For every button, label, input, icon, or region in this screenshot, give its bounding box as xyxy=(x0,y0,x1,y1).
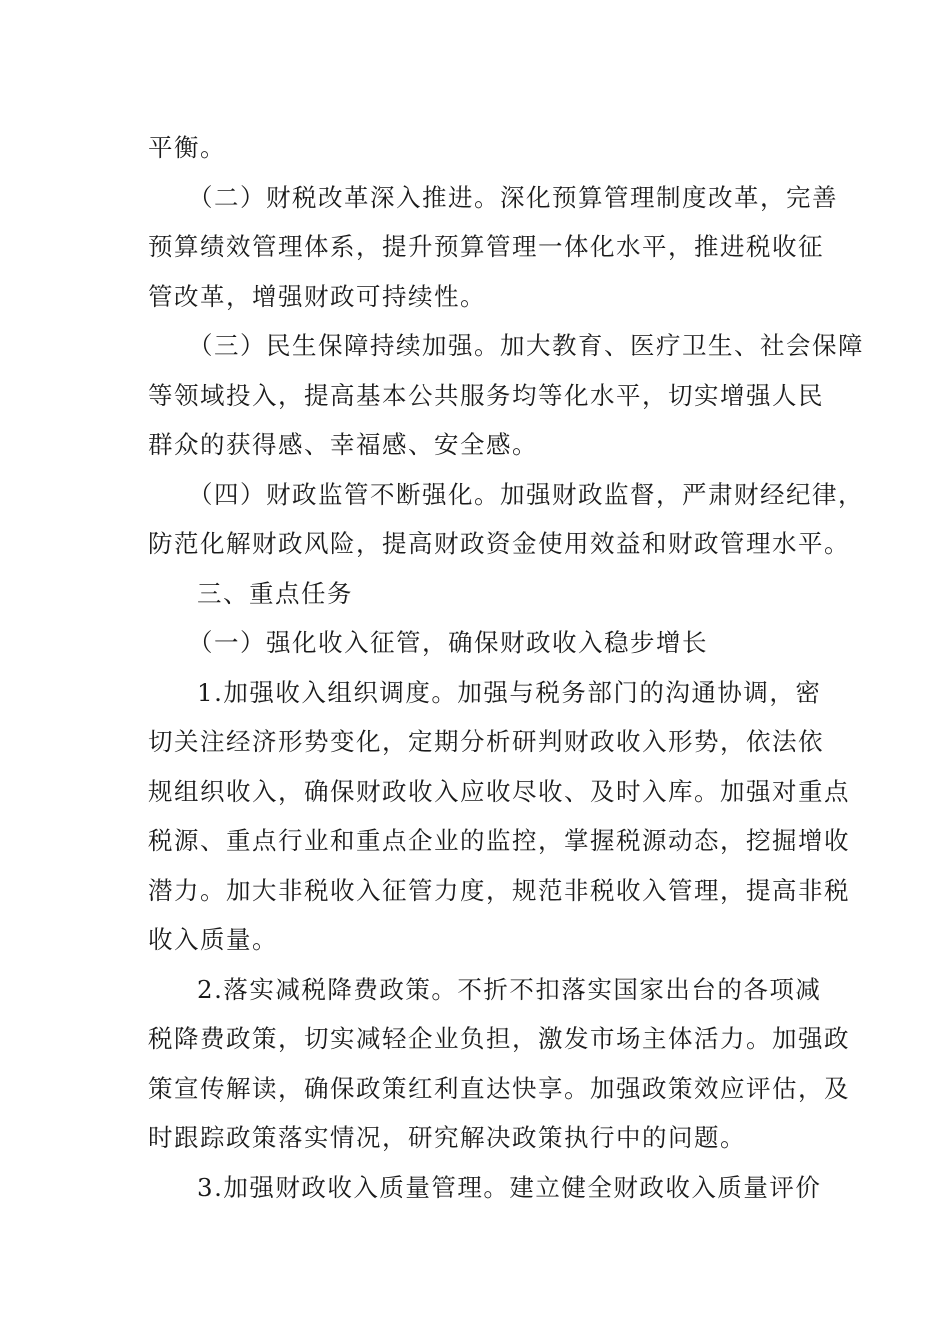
text-line: 税降费政策，切实减轻企业负担，激发市场主体活力。加强政 xyxy=(148,1024,850,1053)
text-line: 平衡。 xyxy=(148,133,226,162)
text-line: 2.落实减税降费政策。不折不扣落实国家出台的各项减 xyxy=(197,974,822,1004)
text-line: 潜力。加大非税收入征管力度，规范非税收入管理，提高非税 xyxy=(148,875,850,905)
text-line: 等领域投入，提高基本公共服务均等化水平，切实增强人民 xyxy=(148,380,824,410)
text-line: 1.加强收入组织调度。加强与税务部门的沟通协调，密 xyxy=(197,677,822,707)
text-line: 规组织收入，确保财政收入应收尽收、及时入库。加强对重点 xyxy=(148,776,850,806)
text-line: 预算绩效管理体系，提升预算管理一体化水平，推进税收征 xyxy=(148,232,824,261)
section-heading: 三、重点任务 xyxy=(197,578,353,608)
subsection-heading: （一）强化收入征管，确保财政收入稳步增长 xyxy=(188,628,708,657)
text-line: （四）财政监管不断强化。加强财政监督，严肃财经纪律， xyxy=(188,479,864,509)
text-line: （三）民生保障持续加强。加大教育、医疗卫生、社会保障 xyxy=(188,331,864,360)
text-line: 3.加强财政收入质量管理。建立健全财政收入质量评价 xyxy=(197,1172,822,1202)
text-line: 收入质量。 xyxy=(148,925,278,954)
document-body xyxy=(148,130,864,1219)
text-line: 管改革，增强财政可持续性。 xyxy=(148,281,486,311)
text-line: 税源、重点行业和重点企业的监控，掌握税源动态，挖掘增收 xyxy=(148,826,850,855)
text-line: 时跟踪政策落实情况，研究解决政策执行中的问题。 xyxy=(148,1123,746,1152)
text-line: 防范化解财政风险，提高财政资金使用效益和财政管理水平。 xyxy=(148,529,850,558)
text-line: 策宣传解读，确保政策红利直达快享。加强政策效应评估，及 xyxy=(148,1073,850,1103)
text-line: 群众的获得感、幸福感、安全感。 xyxy=(148,430,538,459)
text-line: 切关注经济形势变化，定期分析研判财政收入形势，依法依 xyxy=(148,727,824,756)
text-line: （二）财税改革深入推进。深化预算管理制度改革，完善 xyxy=(188,182,838,212)
